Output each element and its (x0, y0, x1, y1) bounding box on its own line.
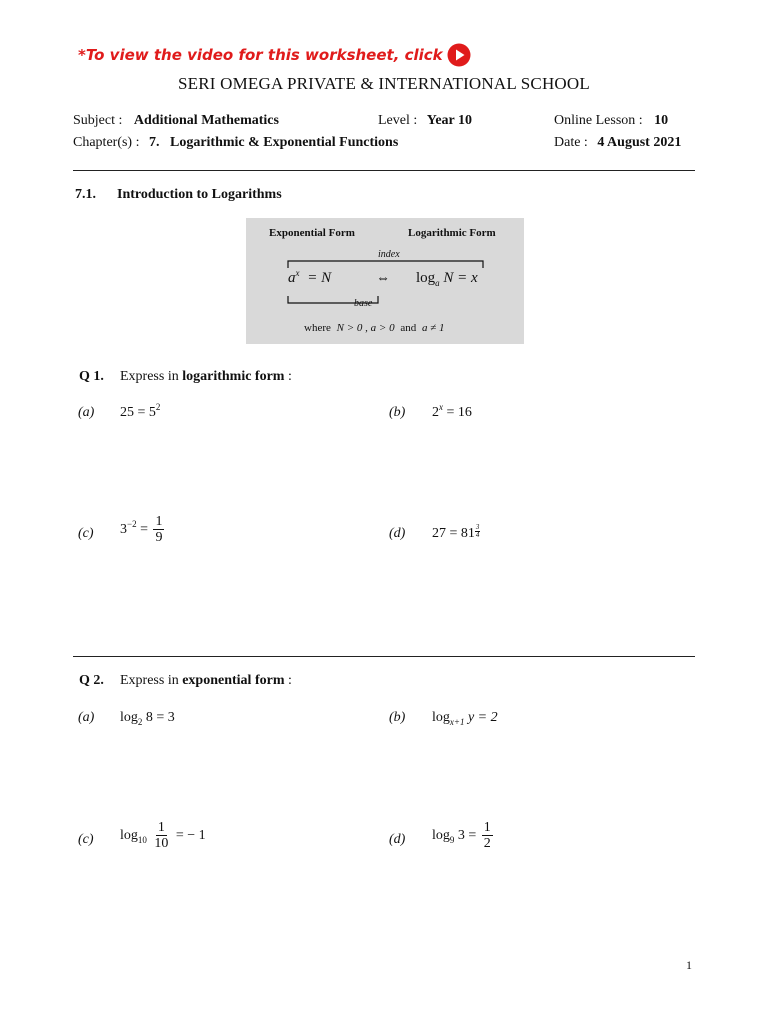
exponential-equation (288, 270, 331, 287)
q1b-label: (b) (389, 405, 406, 420)
q2d-rhs: 3 = (457, 828, 477, 844)
logarithmic-form-heading: Logarithmic Form (408, 227, 496, 239)
page-number: 1 (686, 958, 692, 972)
q2-prompt-pre: Express in (120, 673, 179, 688)
chapter-value: 7. Logarithmic & Exponential Functions (148, 135, 399, 150)
online-lesson-label: Online Lesson : (554, 113, 643, 128)
q2c-rhs: = − 1 (175, 828, 206, 844)
q2c-log: log (120, 828, 138, 844)
q1-prompt (120, 369, 292, 385)
level-value: Year 10 (426, 113, 472, 128)
q2c-label: (c) (78, 832, 94, 847)
q1d-label: (d) (389, 526, 406, 541)
q2b-label: (b) (389, 710, 406, 725)
q2b-log: log (432, 710, 450, 725)
q2c-fraction (152, 820, 170, 852)
subject-row (73, 113, 279, 129)
question-divider (73, 656, 695, 657)
date-value: 4 August 2021 (597, 135, 682, 150)
level-label: Level : (378, 113, 418, 128)
q1d-fraction-power (475, 524, 481, 539)
school-name: SERI OMEGA PRIVATE & INTERNATIONAL SCHOOL (178, 74, 590, 93)
subject-label: Subject : (73, 113, 123, 128)
q1c-numerator: 1 (155, 514, 163, 529)
q2c-numerator: 1 (157, 820, 165, 835)
exp-power: x (295, 268, 300, 278)
q1b-power: x (439, 402, 443, 412)
q1c-denominator: 9 (155, 530, 163, 546)
video-link[interactable] (78, 43, 471, 67)
chapter-row (73, 135, 398, 151)
q1a-power: 2 (155, 402, 161, 412)
q1c-base: 3 (120, 522, 127, 538)
q1c-label: (c) (78, 526, 94, 541)
q1c-eq: = (140, 522, 148, 538)
q1b-expression (432, 402, 472, 421)
and-text: and (400, 322, 417, 334)
online-lesson-row (554, 113, 668, 129)
q1a-expression (120, 402, 161, 421)
q1c-power: −2 (127, 519, 137, 530)
q2b-expression (432, 710, 498, 726)
q2-prompt-post: : (287, 673, 292, 688)
q2-number: Q 2. (79, 673, 104, 688)
condition-n: N > 0 , (336, 322, 368, 334)
exponential-form-heading: Exponential Form (269, 227, 355, 239)
q2-prompt (120, 673, 292, 689)
q2a-log: log (120, 710, 138, 725)
q1c-expression (120, 514, 166, 546)
exp-rhs: = N (307, 270, 332, 286)
section-title: Introduction to Logarithms (117, 187, 282, 202)
q1-prompt-post: : (287, 369, 292, 384)
q1d-expression (432, 524, 480, 542)
q1-prompt-pre: Express in (120, 369, 179, 384)
level-row (378, 113, 472, 129)
conditions (304, 322, 445, 334)
log-definition-box (246, 218, 524, 344)
q1d-power-denominator: 4 (475, 531, 480, 539)
q2d-base: 9 (449, 835, 455, 846)
date-row (554, 135, 681, 151)
q2-prompt-bold: exponential form (182, 673, 285, 688)
base-label: base (354, 298, 373, 309)
q2c-denominator: 10 (154, 836, 169, 852)
q1c-fraction (153, 514, 164, 546)
q1d-lhs: 27 = 81 (432, 526, 475, 541)
q1b-base: 2 (432, 405, 439, 420)
q2a-base: 2 (137, 717, 143, 727)
play-icon[interactable] (447, 43, 471, 67)
q1a-label: (a) (78, 405, 95, 420)
condition-a-positive: a > 0 (370, 322, 395, 334)
q2d-expression (432, 820, 495, 852)
online-lesson-value: 10 (654, 113, 669, 128)
q2c-base: 10 (137, 835, 147, 846)
q2a-expression (120, 710, 175, 726)
index-label: index (378, 249, 400, 260)
exp-base: a (288, 270, 296, 286)
iff-symbol: ⇔ (376, 271, 390, 286)
where-text: where (304, 322, 331, 334)
q2d-log: log (432, 828, 450, 844)
q2d-denominator: 2 (483, 836, 491, 852)
q2d-numerator: 1 (483, 820, 491, 835)
q1d-power-numerator: 3 (475, 523, 480, 531)
q2d-fraction (482, 820, 493, 852)
log-base: a (435, 278, 440, 288)
logarithmic-equation (416, 270, 478, 287)
video-link-text[interactable]: *To view the video for this worksheet, click (78, 46, 443, 64)
q2b-base: x+1 (449, 717, 465, 727)
q1-number: Q 1. (79, 369, 104, 384)
chapter-label: Chapter(s) : (73, 135, 140, 150)
log-rhs: N = x (443, 270, 478, 286)
q2c-expression (120, 820, 206, 852)
q2d-label: (d) (389, 832, 406, 847)
log-word: log (416, 270, 436, 286)
date-label: Date : (554, 135, 588, 150)
q2a-rhs: 8 = 3 (145, 710, 175, 725)
q2a-label: (a) (78, 710, 95, 725)
q2b-rhs: y = 2 (467, 710, 498, 725)
section-number: 7.1. (75, 187, 96, 202)
condition-a-not-one: a ≠ 1 (421, 322, 445, 334)
q1-prompt-bold: logarithmic form (182, 369, 285, 384)
subject-value: Additional Mathematics (133, 113, 279, 128)
q1a-lhs: 25 = 5 (120, 405, 156, 420)
q1b-rhs: = 16 (446, 405, 472, 420)
header-divider (73, 170, 695, 171)
